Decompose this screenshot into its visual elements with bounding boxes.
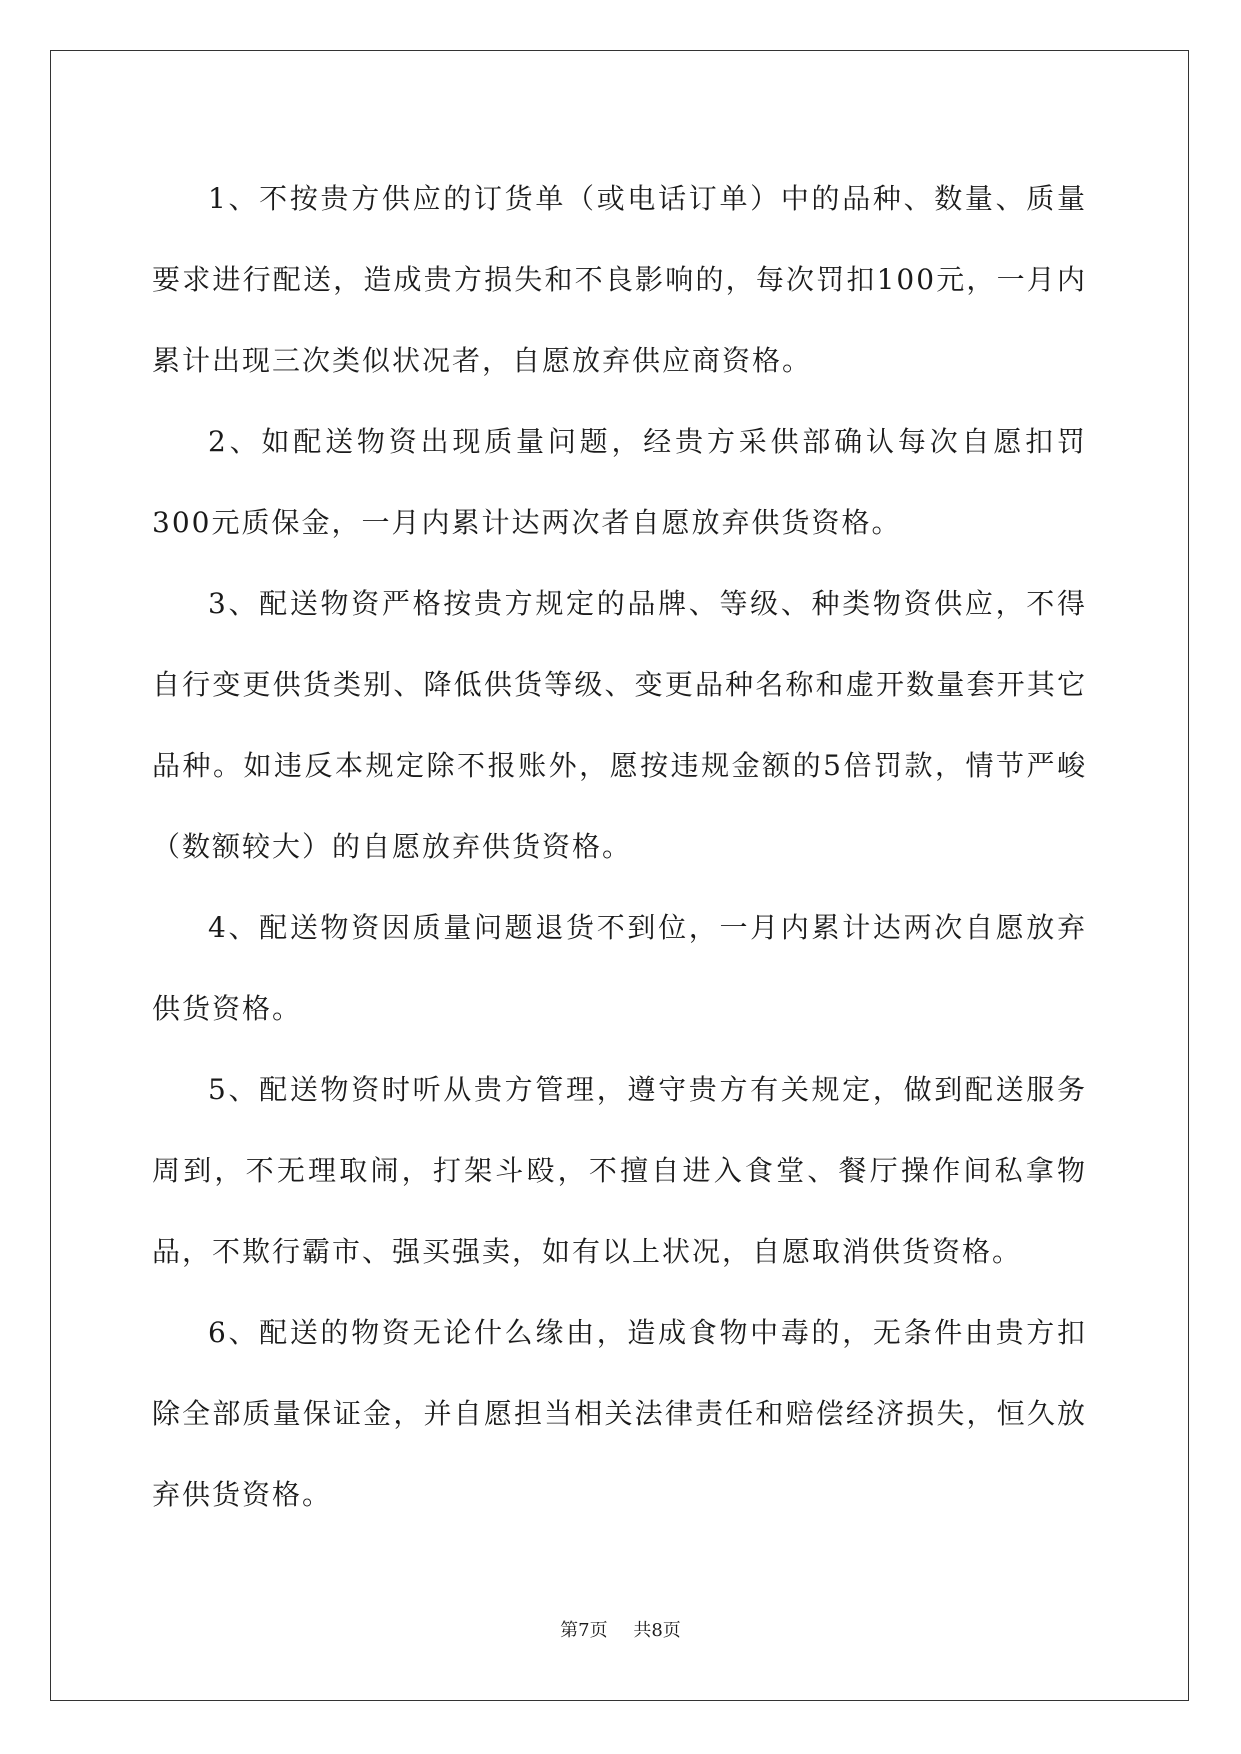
page-footer — [0, 1616, 1241, 1642]
paragraph-6: 6、配送的物资无论什么缘由，造成食物中毒的，无条件由贵方扣除全部质量保证金，并自愿担当相关法律责任和赔偿经济损失，恒久放弃供货资格。 — [152, 1316, 1087, 1511]
paragraph-1: 1、不按贵方供应的订货单（或电话订单）中的品种、数量、质量要求进行配送，造成贵方损失和不良影响的，每次罚扣100元，一月内累计出现三次类似状况者，自愿放弃供应商资格。 — [152, 182, 1087, 377]
paragraph-5: 5、配送物资时听从贵方管理，遵守贵方有关规定，做到配送服务周到，不无理取闹，打架斗殴，不擅自进入食堂、餐厅操作间私拿物品，不欺行霸市、强买强卖，如有以上状况，自愿取消供货资格。 — [152, 1073, 1087, 1268]
document-body — [152, 158, 1087, 1535]
paragraph-2: 2、如配送物资出现质量问题，经贵方采供部确认每次自愿扣罚300元质保金，一月内累计达两次者自愿放弃供货资格。 — [152, 425, 1087, 539]
paragraph-3: 3、配送物资严格按贵方规定的品牌、等级、种类物资供应，不得自行变更供货类别、降低供货等级、变更品种名称和虚开数量套开其它品种。如违反本规定除不报账外，愿按违规金额的5倍罚款，情节严峻（数额较大）的自愿放弃供货资格。 — [152, 587, 1087, 863]
paragraph-4: 4、配送物资因质量问题退货不到位，一月内累计达两次自愿放弃供货资格。 — [152, 911, 1087, 1025]
total-pages: 共8页 — [633, 1620, 681, 1641]
current-page-number: 第7页 — [560, 1620, 608, 1641]
